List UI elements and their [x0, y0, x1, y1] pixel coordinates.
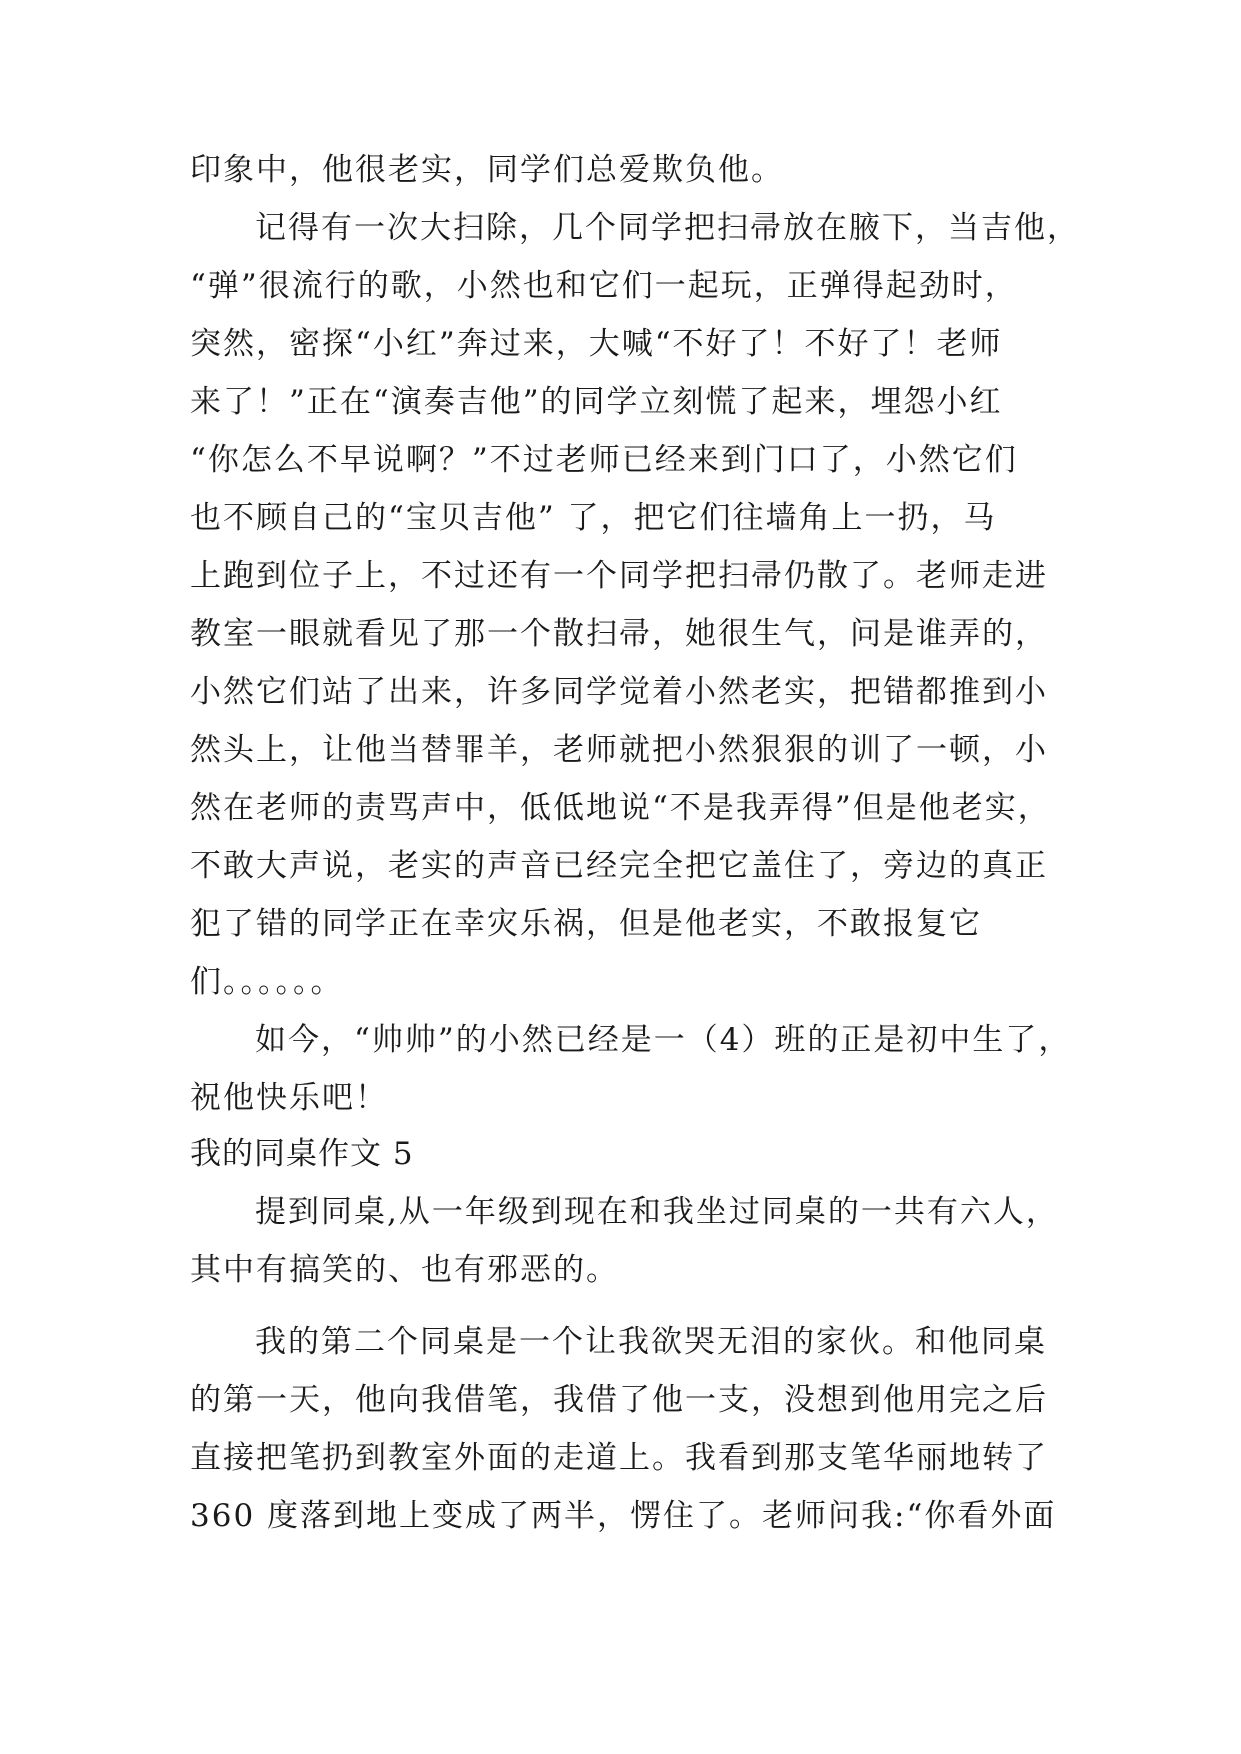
text-line: “你怎么不早说啊？”不过老师已经来到门口了，小然它们: [190, 442, 1018, 478]
text-line: 的第一天，他向我借笔，我借了他一支，没想到他用完之后: [190, 1382, 1048, 1418]
paragraph-start: 提到同桌,从一年级到现在和我坐过同桌的一共有六人，: [255, 1194, 1059, 1230]
text-line: 上跑到位子上，不过还有一个同学把扫帚仍散了。老师走进: [190, 558, 1048, 594]
section-heading: 我的同桌作文 5: [190, 1136, 414, 1172]
text-line: 不敢大声说，老实的声音已经完全把它盖住了，旁边的真正: [190, 848, 1048, 884]
text-line: 突然，密探“小红”奔过来，大喊“不好了！不好了！老师: [190, 326, 1003, 362]
text-line: 小然它们站了出来，许多同学觉着小然老实，把错都推到小: [190, 674, 1048, 710]
text-line: 直接把笔扔到教室外面的走道上。我看到那支笔华丽地转了: [190, 1440, 1048, 1476]
text-line: 360 度落到地上变成了两半，愣住了。老师问我:“你看外面: [190, 1498, 1057, 1534]
text-line: “弹”很流行的歌，小然也和它们一起玩，正弹得起劲时，: [190, 268, 1018, 304]
text-line: 也不顾自己的“宝贝吉他” 了，把它们往墙角上一扔，马: [190, 500, 997, 536]
text-line: 犯了错的同学正在幸灾乐祸，但是他老实，不敢报复它: [190, 906, 982, 942]
text-line: 教室一眼就看见了那一个散扫帚，她很生气，问是谁弄的，: [190, 616, 1048, 652]
text-line: 来了！”正在“演奏吉他”的同学立刻慌了起来，埋怨小红: [190, 384, 1003, 420]
paragraph-start: 我的第二个同桌是一个让我欲哭无泪的家伙。和他同桌: [255, 1324, 1047, 1360]
text-line: 然在老师的责骂声中，低低地说“不是我弄得”但是他老实，: [190, 790, 1051, 826]
text-line: 其中有搞笑的、也有邪恶的。: [190, 1252, 619, 1288]
text-line: 印象中，他很老实，同学们总爱欺负他。: [190, 152, 784, 188]
paragraph-start: 如今，“帅帅”的小然已经是一（4）班的正是初中生了，: [255, 1022, 1072, 1058]
text-line: 们。。。。。。: [190, 964, 344, 1000]
text-line: 祝他快乐吧！: [190, 1080, 388, 1116]
text-line: 然头上，让他当替罪羊，老师就把小然狠狠的训了一顿，小: [190, 732, 1048, 768]
paragraph-start: 记得有一次大扫除，几个同学把扫帚放在腋下，当吉他，: [255, 210, 1080, 246]
